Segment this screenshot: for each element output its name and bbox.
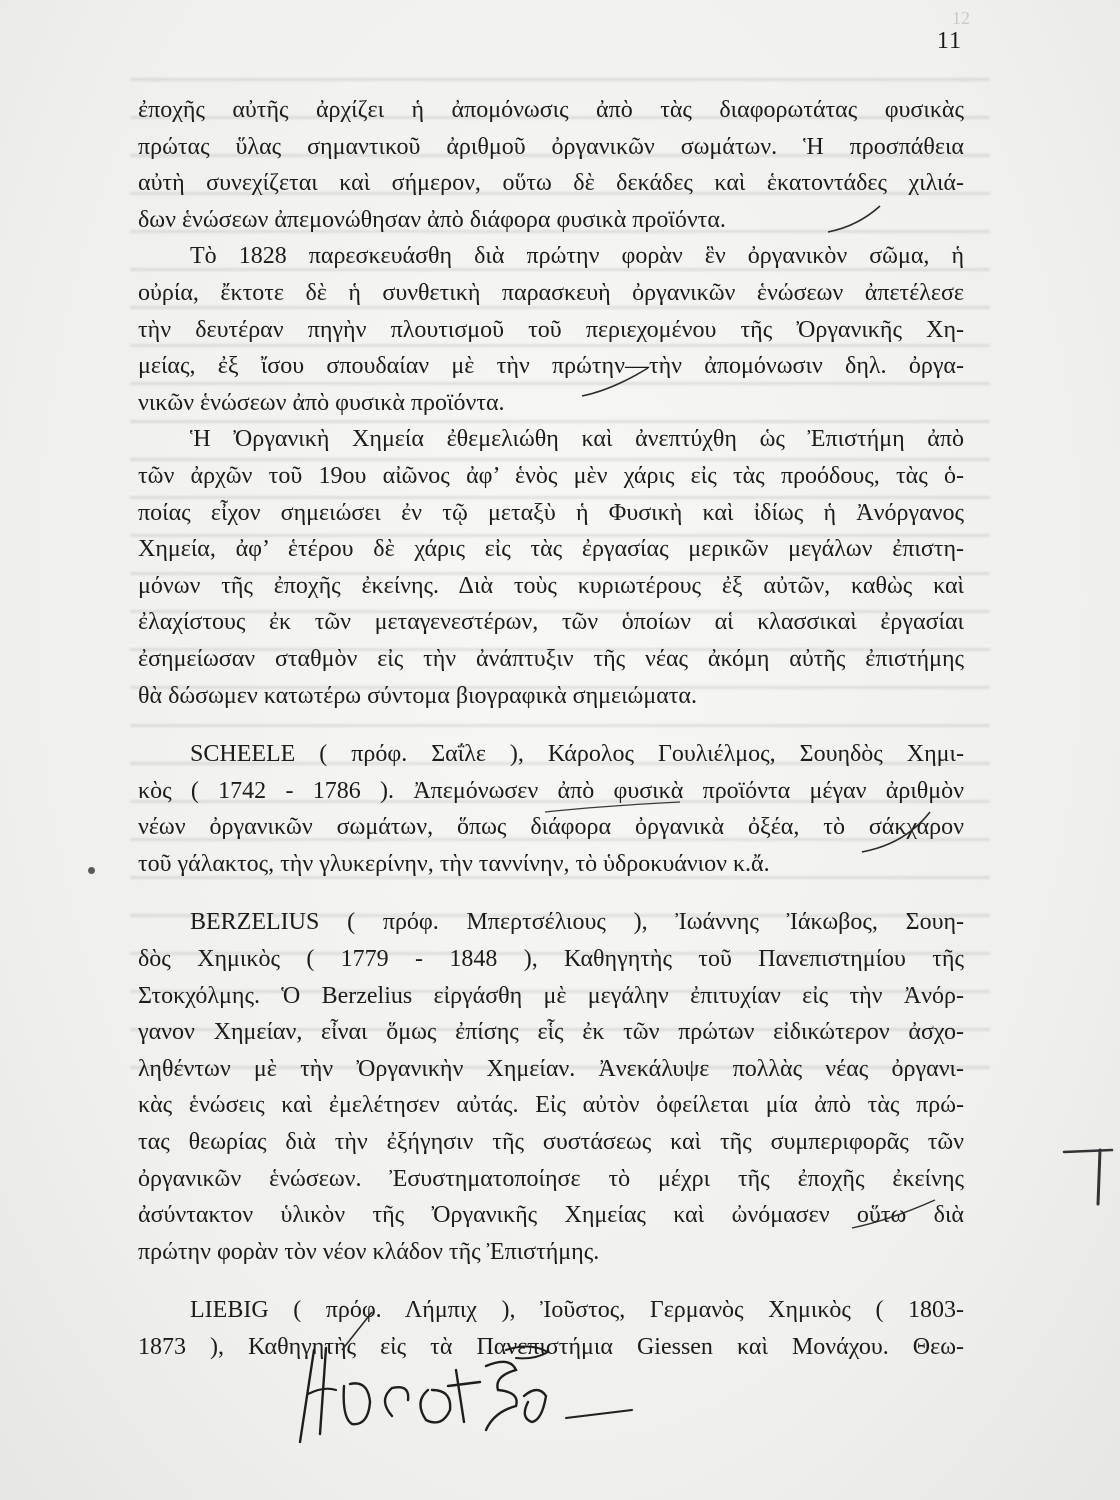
paragraph-berzelius (138, 904, 964, 1270)
paragraph-scheele (138, 736, 964, 882)
text-line: ληθέντων μὲ τὴν Ὀργανικὴν Χημείαν. Ἀνεκάλυψε πολλὰς νέας ὀργανι- (138, 1055, 964, 1082)
bleed-page-number: 12 (952, 8, 970, 28)
text-line: μείας, ἐξ ἴσου σπουδαίαν μὲ τὴν πρώτην—τὴν ἀπομόνωσιν δηλ. ὀργα- (138, 353, 964, 380)
text-line: νικῶν ἑνώσεων ἀπὸ φυσικὰ προϊόντα. (138, 389, 505, 416)
text-line: δὸς Χημικὸς ( 1779 - 1848 ), Καθηγητὴς τοῦ Πανεπιστημίου τῆς (138, 946, 964, 973)
text-line: 1873 ), Καθηγητὴς εἰς τὰ Πανεπιστήμια Giessen καὶ Μονάχου. Θεω- (138, 1334, 964, 1360)
text-line: LIEBIG ( πρόφ. Λήμπιχ ), Ἰοῦστος, Γερμανὸς Χημικὸς ( 1803- (190, 1297, 964, 1324)
handwritten-signature (280, 1330, 660, 1450)
paragraph-1 (138, 92, 964, 238)
text-line: ἐσημείωσαν σταθμὸν εἰς τὴν ἀνάπτυξιν τῆς νέας ἀκόμη αὐτῆς ἐπιστήμης (138, 645, 964, 672)
text-line: τοῦ γάλακτος, τὴν γλυκερίνην, τὴν ταννίνην, τὸ ὑδροκυάνιον κ.ἄ. (138, 850, 770, 877)
margin-dot-mark (88, 867, 95, 874)
paragraph-gap (138, 882, 964, 904)
text-line: ἐλαχίστους ἐκ τῶν μεταγενεστέρων, τῶν ὁποίων αἱ κλασσικαὶ ἐργασίαι (138, 609, 964, 636)
text-line: BERZELIUS ( πρόφ. Μπερτσέλιους ), Ἰωάννης Ἰάκωβος, Σουη- (190, 909, 964, 936)
text-line: τὴν δευτέραν πηγὴν πλουτισμοῦ τοῦ περιεχομένου τῆς Ὀργανικῆς Χη- (138, 316, 964, 343)
page-number: 11 (936, 28, 962, 54)
margin-t-mark (1060, 1140, 1115, 1210)
text-line: νέων ὀργανικῶν σωμάτων, ὅπως διάφορα ὀργανικὰ ὀξέα, τὸ σάκχαρον (138, 814, 964, 841)
text-line: πρώτην φορὰν τὸν νέον κλάδον τῆς Ἐπιστήμης. (138, 1238, 600, 1265)
text-line: Τὸ 1828 παρεσκευάσθη διὰ πρώτην φορὰν ἓν ὀργανικὸν σῶμα, ἡ (190, 243, 964, 270)
text-line: κὸς ( 1742 - 1786 ). Ἀπεμόνωσεν ἀπὸ φυσικὰ προϊόντα μέγαν ἀριθμὸν (138, 777, 964, 804)
text-line: τῶν ἀρχῶν τοῦ 19ου αἰῶνος ἀφ’ ἑνὸς μὲν χάρις εἰς τὰς προόδους, τὰς ὁ- (138, 462, 964, 489)
text-line: ἐποχῆς αὐτῆς ἀρχίζει ἡ ἀπομόνωσις ἀπὸ τὰς διαφορωτάτας φυσικὰς (138, 97, 964, 123)
text-line: δων ἑνώσεων ἀπεμονώθησαν ἀπὸ διάφορα φυσικὰ προϊόντα. (138, 206, 726, 233)
paragraph-gap (138, 714, 964, 736)
text-line: πρώτας ὕλας σημαντικοῦ ἀριθμοῦ ὀργανικῶν σωμάτων. Ἡ προσπάθεια (138, 133, 964, 160)
paragraph-3 (138, 421, 964, 714)
text-line: αὐτὴ συνεχίζεται καὶ σήμερον, οὕτω δὲ δεκάδες καὶ ἑκατοντάδες χιλιά- (138, 170, 964, 197)
body-text (138, 92, 964, 1366)
paragraph-gap (138, 1270, 964, 1292)
text-line: τας θεωρίας διὰ τὴν ἐξήγησιν τῆς συστάσεως καὶ τῆς συμπεριφορᾶς τῶν (138, 1129, 964, 1156)
text-line: κὰς ἑνώσεις καὶ ἐμελέτησεν αὐτάς. Εἰς αὐτὸν ὀφείλεται μία ἀπὸ τὰς πρώ- (138, 1092, 964, 1119)
text-line: θὰ δώσωμεν κατωτέρω σύντομα βιογραφικὰ σημειώματα. (138, 682, 698, 709)
text-line: Στοκχόλμης. Ὁ Berzelius εἰργάσθη μὲ μεγάλην ἐπιτυχίαν εἰς τὴν Ἀνόρ- (138, 982, 964, 1009)
text-line: οὐρία, ἔκτοτε δὲ ἡ συνθετικὴ παρασκευὴ ὀργανικῶν ἑνώσεων ἀπετέλεσε (138, 279, 964, 306)
text-line: μόνων τῆς ἐποχῆς ἐκείνης. Διὰ τοὺς κυριωτέρους ἐξ αὐτῶν, καθὼς καὶ (138, 572, 964, 599)
text-line: Ἡ Ὀργανικὴ Χημεία ἐθεμελιώθη καὶ ἀνεπτύχθη ὡς Ἐπιστήμη ἀπὸ (190, 426, 964, 453)
text-line: Χημεία, ἀφ’ ἑτέρου δὲ χάρις εἰς τὰς ἐργασίας μερικῶν μεγάλων ἐπιστη- (138, 536, 964, 563)
paragraph-2 (138, 238, 964, 421)
text-line: ἀσύντακτον ὑλικὸν τῆς Ὀργανικῆς Χημείας καὶ ὠνόμασεν οὕτω διὰ (138, 1202, 964, 1229)
text-line: ποίας εἶχον σημειώσει ἐν τῷ μεταξὺ ἡ Φυσικὴ καὶ ἰδίως ἡ Ἀνόργανος (138, 499, 964, 526)
text-line: γανον Χημείαν, εἶναι ὅμως ἐπίσης εἷς ἐκ τῶν πρώτων εἰδικώτερον ἀσχο- (138, 1019, 964, 1046)
text-line: SCHEELE ( πρόφ. Σαΐλε ), Κάρολος Γουλιέλμος, Σουηδὸς Χημι- (190, 741, 964, 768)
text-line: ὀργανικῶν ἑνώσεων. Ἐσυστηματοποίησε τὸ μέχρι τῆς ἐποχῆς ἐκείνης (138, 1165, 964, 1192)
